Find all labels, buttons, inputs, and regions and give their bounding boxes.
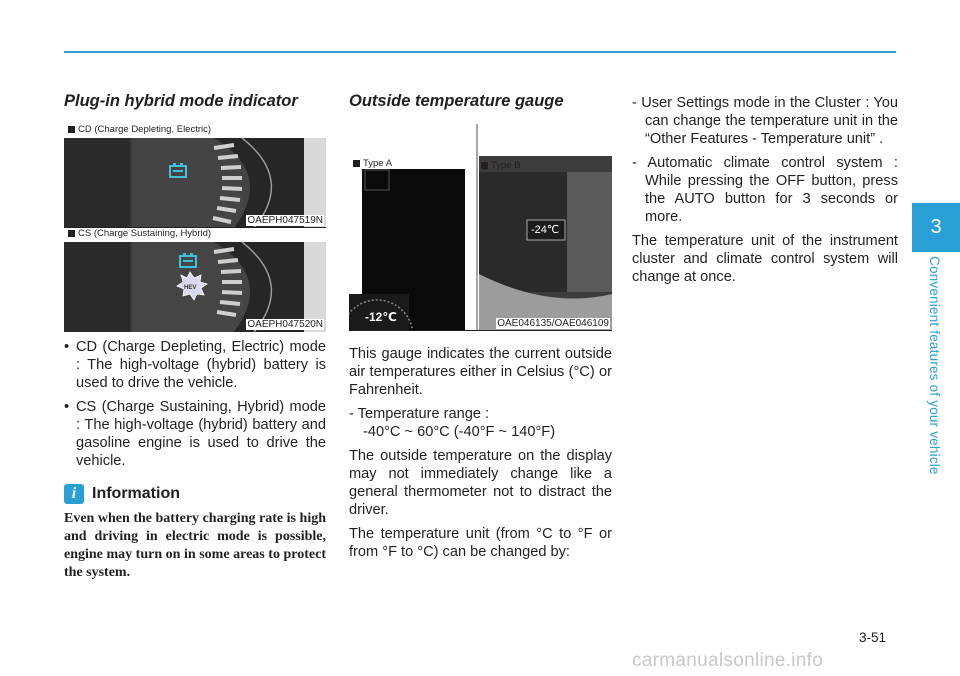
figure-code-temperature: OAE046135/OAE046109 xyxy=(497,318,609,329)
type-b-temperature-readout: -24℃ xyxy=(531,224,560,236)
column-outside-temperature xyxy=(349,90,612,567)
information-title: Information xyxy=(92,485,180,502)
chapter-number-tab: 3 xyxy=(912,203,960,252)
list-item: • CD (Charge Depleting, Electric) mode : The high-voltage (hybrid) battery is used to drive the vehicle. xyxy=(64,339,326,391)
column-unit-change xyxy=(632,94,898,292)
figure-code-cd: OAEPH047519N xyxy=(247,215,323,226)
unit-change-option-cluster: - User Settings mode in the Cluster : You can change the temperature unit in the “Other Features - Temperature unit” . xyxy=(632,95,898,147)
cd-mode-cluster-image xyxy=(64,124,326,228)
figure-temperature-gauge xyxy=(349,124,612,331)
figure-cd-mode xyxy=(64,124,326,228)
unit-change-note: The temperature unit of the instrument cluster and climate control system will change at once. xyxy=(632,233,898,285)
figure-code-cs: OAEPH047520N xyxy=(247,319,323,330)
section-title-plugin-hybrid: Plug-in hybrid mode indicator xyxy=(64,92,298,110)
figure-caption-type-b: Type B xyxy=(481,160,521,171)
top-rule xyxy=(64,51,896,53)
temperature-range-label: - Temperature range : xyxy=(349,406,490,422)
type-a-temperature-readout: -12℃ xyxy=(365,310,397,324)
list-item: • CS (Charge Sustaining, Hybrid) mode : The high-voltage (hybrid) battery and gasoline engine is used to drive the vehicle. xyxy=(64,399,326,469)
info-icon: i xyxy=(64,484,84,504)
temperature-range-value: -40°C ~ 60°C (-40°F ~ 140°F) xyxy=(363,424,556,440)
information-text: Even when the battery charging rate is high and driving in electric mode is possible, engine may turn on in some areas to protect the system. xyxy=(64,511,326,580)
unit-change-intro: The temperature unit (from °C to °F or from °F to °C) can be changed by: xyxy=(349,526,612,560)
section-title-outside-temperature: Outside temperature gauge xyxy=(349,92,564,110)
hev-badge-label: HEV xyxy=(184,285,197,291)
figure-caption-cs: CS (Charge Sustaining, Hybrid) xyxy=(68,228,211,239)
gauge-description: This gauge indicates the current outside air temperatures either in Celsius (°C) or Fahrenheit. xyxy=(349,346,612,398)
display-delay-note: The outside temperature on the display may not immediately change like a general thermometer not to distract the driver. xyxy=(349,448,612,518)
information-heading xyxy=(64,484,326,504)
column-plugin-hybrid xyxy=(64,90,326,582)
figure-caption-type-a: Type A xyxy=(353,158,392,169)
mode-bullet-list xyxy=(64,338,326,470)
chapter-title: Convenient features of your vehicle xyxy=(927,256,942,475)
page-number: 3-51 xyxy=(859,630,887,645)
cs-mode-cluster-image xyxy=(64,228,326,332)
figure-caption-cd: CD (Charge Depleting, Electric) xyxy=(68,124,211,135)
watermark: carmanualsonline.info xyxy=(632,650,824,671)
temperature-gauge-images xyxy=(349,124,612,331)
figure-cs-mode xyxy=(64,228,326,332)
unit-change-option-climate: - Automatic climate control system : While pressing the OFF button, press the AUTO button for 3 seconds or more. xyxy=(632,155,898,225)
